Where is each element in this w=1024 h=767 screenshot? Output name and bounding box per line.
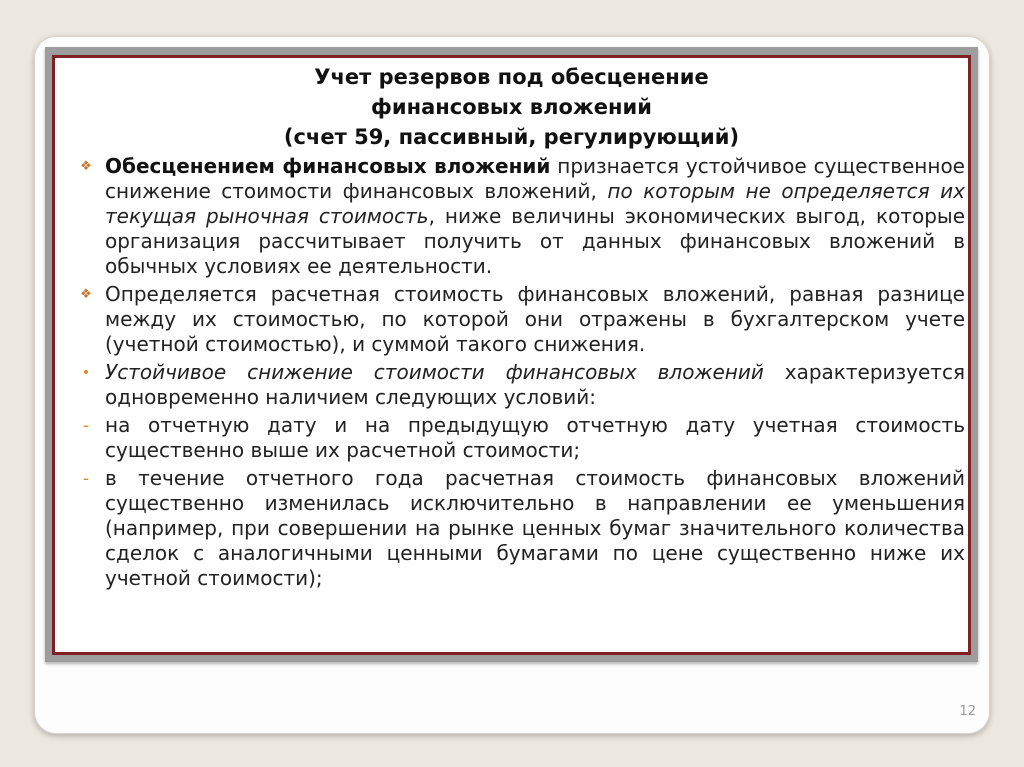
item-text <box>105 360 965 410</box>
item-bold-text: Обесценением финансовых вложений <box>105 154 551 178</box>
list-item <box>75 413 965 463</box>
dot-bullet-icon: • <box>81 365 91 381</box>
title-line-1: Учет резервов под обесценение <box>314 65 709 89</box>
title-line-3: (счет 59, пассивный, регулирующий) <box>283 125 740 149</box>
bullet-list <box>75 154 965 594</box>
dash-bullet-icon: - <box>82 416 90 436</box>
item-text: Определяется расчетная стоимость финансовых вложений, равная разнице между их стоимостью, по которой они отражены в бухгалтерском учете (учетной стоимостью), и суммой такого снижения. <box>105 282 965 356</box>
diamond-bullet-icon: ❖ <box>80 287 92 302</box>
list-item <box>75 154 965 279</box>
diamond-bullet-icon: ❖ <box>80 159 92 174</box>
title-line-2: финансовых вложений <box>371 95 652 119</box>
list-item <box>75 466 965 591</box>
item-text-part: признается устойчивое существенное снижение стоимости финансовых вложений, <box>105 154 965 203</box>
dash-bullet-icon: - <box>82 469 90 489</box>
item-text-part: , ниже величины экономических выгод, которые организация рассчитывает получить от данных финансовых вложений в обычных условиях ее деятельности. <box>105 204 966 278</box>
page-number: 12 <box>959 704 976 719</box>
item-italic-text: по которым не определяется их текущая рыночная стоимость <box>105 179 965 228</box>
item-text: в течение отчетного года расчетная стоимость финансовых вложений существенно изменилась исключительно в направлении ее уменьшения (например, при совершении на рынке ценных бумаг значительного количества сделок с аналогичными ценными бумагами по цене существенно ниже их учетной стоимости); <box>105 466 965 590</box>
slide-title <box>52 62 971 152</box>
list-item <box>75 360 965 410</box>
item-text: на отчетную дату и на предыдущую отчетную дату учетная стоимость существенно выше их расчетной стоимости; <box>105 413 965 462</box>
item-italic-text: Устойчивое снижение стоимости финансовых вложений <box>105 360 764 384</box>
item-text-part: характеризуется одновременно наличием следующих условий: <box>105 360 965 409</box>
list-item <box>75 282 965 357</box>
item-text <box>105 154 965 279</box>
